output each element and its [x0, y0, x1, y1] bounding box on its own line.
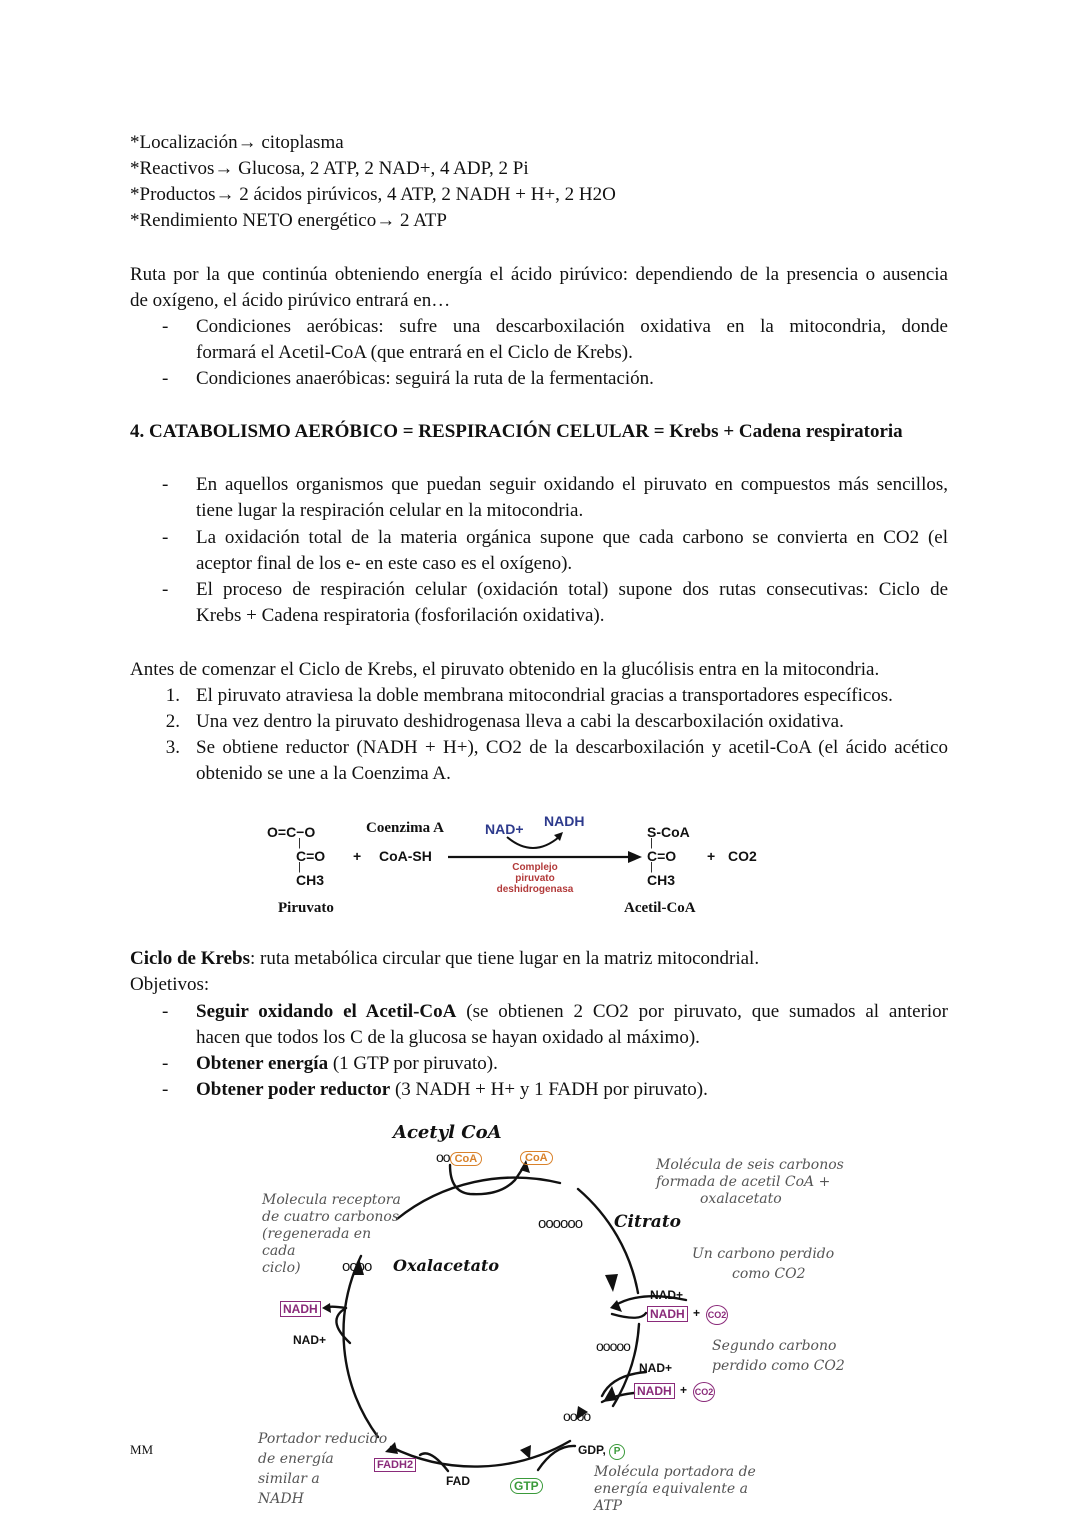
acetylcoa-formula-mid: C=O — [647, 848, 677, 864]
gdp-text: GDP, — [578, 1443, 606, 1457]
acetylcoa-formula-top: S-CoA — [647, 824, 690, 840]
enzyme-label — [475, 862, 595, 895]
fad-label: FAD — [446, 1474, 470, 1488]
gdp-label — [578, 1443, 625, 1460]
plus-sign: + — [353, 848, 362, 864]
bond-line: | — [298, 861, 301, 873]
arrowhead — [520, 1445, 531, 1459]
note-line: cada — [262, 1243, 296, 1259]
nad-label: NAD+ — [293, 1333, 327, 1347]
bond-line: | — [298, 837, 301, 849]
nadh-label: NADH — [544, 813, 585, 829]
note-line: (regenerada en — [262, 1226, 372, 1242]
arrowhead — [603, 1386, 617, 1402]
bullet-dash: - — [162, 579, 169, 600]
plus-sign: + — [693, 1306, 701, 1320]
krebs-term: Ciclo de Krebs — [130, 948, 250, 969]
step-text: Se obtiene reductor (NADH + H+), CO2 de la descarboxilación y acetil-CoA (el ácido acético — [196, 737, 948, 758]
objetivos-label: Objetivos: — [130, 974, 210, 995]
step-text-continued: obtenido se une a la Coenzima A. — [196, 763, 451, 784]
nadh-box: NADH — [647, 1306, 688, 1322]
objetivo-2 — [196, 1051, 498, 1077]
section4-bullet1-line1: En aquellos organismos que puedan seguir oxidando el piruvato en compuestos más sencillos, — [196, 474, 948, 495]
ruta-intro-line2: de oxígeno, el ácido pirúvico entrará en… — [130, 290, 451, 311]
phosphate-circle: P — [609, 1444, 625, 1460]
nadh-box: NADH — [634, 1383, 675, 1399]
bullet-dash: - — [162, 1053, 169, 1074]
coa-badge: CoA — [450, 1152, 483, 1166]
acetylcoa-label: Acetil-CoA — [624, 900, 696, 916]
co2-circle: CO2 — [693, 1382, 715, 1402]
section-heading: 4. CATABOLISMO AERÓBICO = RESPIRACIÓN CELULAR = Krebs + Cadena respiratoria — [130, 421, 903, 442]
acetyl-coa-label: Acetyl CoA — [393, 1122, 502, 1143]
bullet-dash: - — [162, 1079, 169, 1100]
step-number: 3. — [165, 737, 180, 758]
bullet-dash: - — [162, 527, 169, 548]
arrowhead — [322, 1303, 331, 1313]
gtp-badge: GTP — [510, 1478, 543, 1494]
acetylcoa-formula-bot: CH3 — [647, 872, 676, 888]
note-gtp — [594, 1464, 756, 1515]
bond-line: | — [650, 861, 653, 873]
summary-localizacion: *Localización→ citoplasma — [130, 132, 344, 153]
note-line: como CO2 — [732, 1266, 806, 1282]
cycle-arc — [344, 1256, 378, 1437]
oxaloacetate-molecule: oooo — [342, 1258, 372, 1275]
summary-productos: *Productos→ 2 ácidos pirúvicos, 4 ATP, 2 NADH + H+, 2 H2O — [130, 184, 616, 205]
section4-bullet3-line1: El proceso de respiración celular (oxidación total) supone dos rutas consecutivas: Ciclo de — [196, 579, 948, 600]
acetyl-molecule: oo CoA — [436, 1146, 482, 1168]
note-line: perdido como CO2 — [712, 1358, 845, 1374]
objetivo-1-line1 — [196, 999, 948, 1025]
nad-label: NAD+ — [485, 821, 524, 837]
nadh-box: NADH — [280, 1301, 321, 1317]
pyruvate-reaction-diagram — [250, 805, 770, 925]
pyruvate-formula-top: O=C−O — [267, 824, 316, 840]
five-carbon-molecule: ooooo — [596, 1338, 630, 1354]
note-line: Molécula de seis carbonos — [656, 1157, 844, 1173]
gdp-branch — [538, 1446, 575, 1470]
co2-circle: CO2 — [706, 1305, 728, 1325]
note-first-carbon — [692, 1244, 834, 1284]
note-line: ciclo) — [262, 1260, 301, 1276]
note-line: Segundo carbono — [712, 1338, 837, 1354]
pyruvate-formula-bot: CH3 — [296, 872, 325, 888]
section4-bullet2-line1: La oxidación total de la materia orgánica supone que cada carbono se convierta en CO2 (el — [196, 527, 948, 548]
note-line: formada de acetil CoA + — [656, 1174, 831, 1190]
step-text: El piruvato atraviesa la doble membrana mitocondrial gracias a transportadores específicos. — [196, 685, 893, 706]
bullet-dash: - — [162, 1001, 169, 1022]
note-line: Un carbono perdido — [692, 1246, 835, 1262]
objetivo-1-text: (se obtienen 2 CO2 por piruvato, que sumados al anterior — [456, 1001, 949, 1022]
objetivo-1-line2: hacen que todos los C de la glucosa se hayan oxidado al máximo). — [196, 1027, 700, 1048]
bullet-dash: - — [162, 368, 169, 389]
note-fadh2 — [258, 1429, 387, 1509]
pyruvate-label: Piruvato — [278, 900, 334, 916]
note-line: Molécula portadora de — [594, 1464, 756, 1480]
note-line: ATP — [594, 1498, 623, 1514]
step-number: 1. — [165, 685, 180, 706]
enzyme-line: Complejo — [512, 862, 558, 873]
section4-bullet2-line2: aceptor final de los e- en este caso es el oxígeno). — [196, 553, 573, 574]
plus-sign: + — [707, 848, 716, 864]
objetivo-3-text: (3 NADH + H+ y 1 FADH por piruvato). — [390, 1079, 708, 1100]
pyruvate-formula-mid: C=O — [296, 848, 326, 864]
note-line: de cuatro carbonos — [262, 1209, 399, 1225]
note-receptor — [262, 1192, 401, 1277]
cycle-arc — [397, 1178, 560, 1219]
step-text: Una vez dentro la piruvato deshidrogenasa lleva a cabi la descarboxilación oxidativa. — [196, 711, 844, 732]
arrowhead — [605, 1274, 618, 1292]
bullet-dash: - — [162, 316, 169, 337]
objetivo-3-bold: Obtener poder reductor — [196, 1079, 391, 1100]
note-second-carbon — [712, 1336, 845, 1376]
summary-reactivos: *Reactivos→ Glucosa, 2 ATP, 2 NAD+, 4 ADP, 2 Pi — [130, 158, 529, 179]
section4-bullet1-line2: tiene lugar la respiración celular en la mitocondria. — [196, 500, 584, 521]
ruta-intro-line1: Ruta por la que continúa obteniendo energía el ácido pirúvico: dependiendo de la presencia o ausencia — [130, 264, 948, 285]
note-line: Portador reducido — [258, 1431, 388, 1447]
coenzyme-a-label: Coenzima A — [366, 820, 444, 836]
citrate-label: Citrato — [614, 1212, 682, 1232]
fadh2-box: FADH2 — [374, 1458, 416, 1472]
objetivo-1-bold: Seguir oxidando el Acetil-CoA — [196, 1001, 457, 1022]
note-six-carbons — [656, 1157, 844, 1208]
before-krebs-intro: Antes de comenzar el Ciclo de Krebs, el piruvato obtenido en la glucólisis entra en la mitocondria. — [130, 659, 880, 680]
four-carbon-molecule: oooo — [563, 1408, 591, 1424]
note-line: oxalacetato — [700, 1191, 782, 1207]
nadh-branch-left — [328, 1307, 346, 1308]
objetivo-2-bold: Obtener energía — [196, 1053, 329, 1074]
objetivo-3 — [196, 1077, 708, 1103]
note-line: energía equivalente a — [594, 1481, 748, 1497]
nadh-branch-1 — [612, 1313, 646, 1318]
bullet-dash: - — [162, 474, 169, 495]
ruta-aerobic-line1: Condiciones aeróbicas: sufre una descarboxilación oxidativa en la mitocondria, donde — [196, 316, 948, 337]
note-line: Molecula receptora — [262, 1192, 401, 1208]
note-line: de energía — [258, 1451, 334, 1467]
objetivo-2-text: (1 GTP por piruvato). — [328, 1053, 498, 1074]
enzyme-line: deshidrogenasa — [496, 884, 574, 895]
summary-rendimiento: *Rendimiento NETO energético→ 2 ATP — [130, 210, 447, 231]
enzyme-line: piruvato — [515, 873, 555, 884]
bond-line: | — [650, 837, 653, 849]
krebs-definition-text: : ruta metabólica circular que tiene lugar en la matriz mitocondrial. — [249, 948, 760, 969]
note-line: similar a — [258, 1471, 320, 1487]
coa-released-badge: CoA — [520, 1151, 553, 1165]
co2-label: CO2 — [728, 848, 757, 864]
section4-bullet3-line2: Krebs + Cadena respiratoria (fosforilación oxidativa). — [196, 605, 605, 626]
citrate-molecule: oooooo — [538, 1215, 583, 1232]
nad-label: NAD+ — [650, 1288, 684, 1302]
krebs-definition — [130, 946, 759, 972]
nad-label: NAD+ — [639, 1361, 673, 1375]
ruta-anaerobic: Condiciones anaeróbicas: seguirá la ruta de la fermentación. — [196, 368, 654, 389]
ruta-aerobic-line2: formará el Acetil-CoA (que entrará en el Ciclo de Krebs). — [196, 342, 633, 363]
coa-sh-formula: CoA-SH — [379, 848, 432, 864]
note-line: NADH — [258, 1491, 304, 1507]
krebs-cycle-diagram — [0, 1110, 1080, 1525]
plus-sign: + — [680, 1383, 688, 1397]
oxaloacetate-label: Oxalacetato — [393, 1256, 500, 1275]
step-number: 2. — [165, 711, 180, 732]
author-initials: MM — [130, 1442, 154, 1457]
